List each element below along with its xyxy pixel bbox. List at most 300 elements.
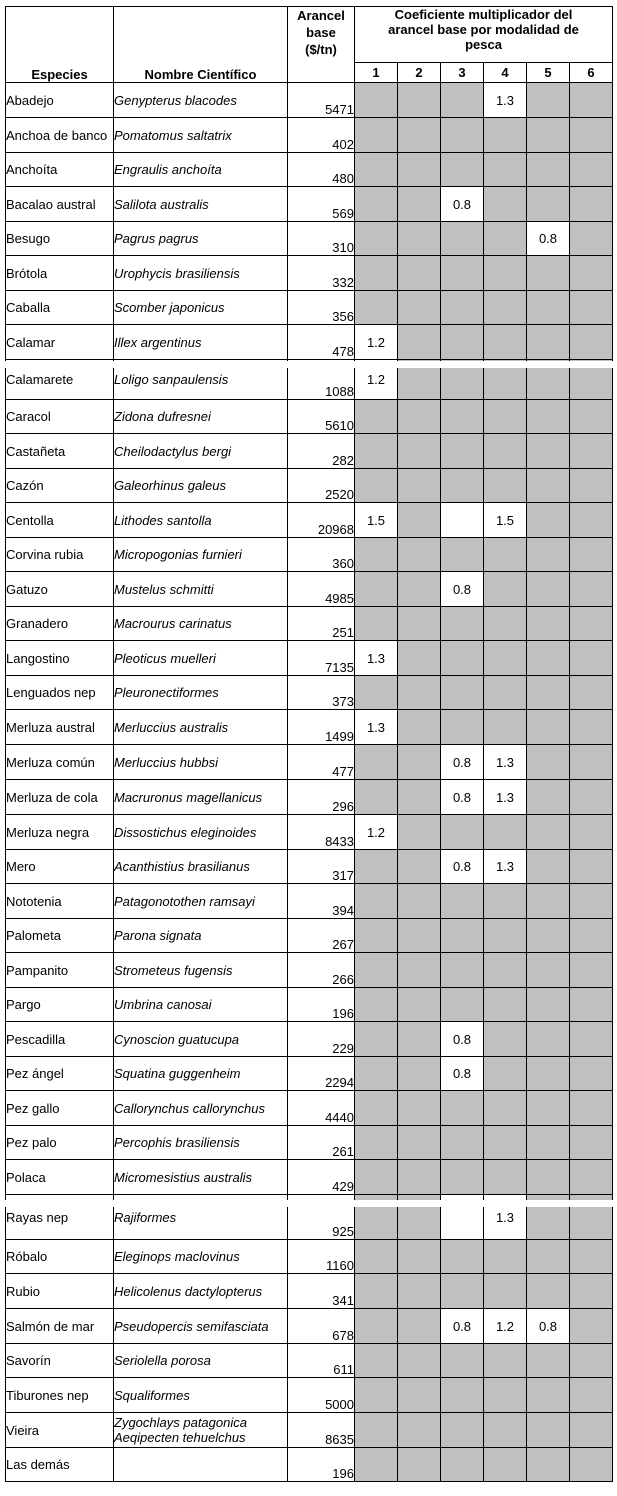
header-modalidad-5: 5	[527, 63, 570, 83]
coef-modalidad-1: 1.3	[355, 710, 398, 745]
base-tariff: 402	[288, 118, 355, 153]
species-name: Gatuzo	[6, 572, 114, 607]
coef-modalidad-1	[355, 1378, 398, 1413]
table-row	[6, 1309, 613, 1344]
coef-modalidad-2	[398, 1126, 441, 1160]
coef-modalidad-3: 0.8	[441, 572, 484, 607]
coef-modalidad-2	[398, 1274, 441, 1309]
coef-modalidad-4	[484, 400, 527, 434]
species-name: Pez gallo	[6, 1091, 114, 1126]
coef-modalidad-6	[570, 572, 613, 607]
species-name: Anchoa de banco	[6, 118, 114, 153]
coef-modalidad-3	[441, 676, 484, 710]
coef-modalidad-6	[570, 607, 613, 641]
base-tariff: 925	[288, 1195, 355, 1240]
table-row	[6, 607, 613, 641]
coef-modalidad-4	[484, 607, 527, 641]
base-tariff: 569	[288, 187, 355, 222]
coef-modalidad-4: 1.3	[484, 780, 527, 815]
coef-modalidad-4	[484, 919, 527, 953]
coef-modalidad-2	[398, 953, 441, 988]
table-row	[6, 676, 613, 710]
species-name: Castañeta	[6, 434, 114, 469]
coef-modalidad-6	[570, 291, 613, 325]
coef-modalidad-4	[484, 1378, 527, 1413]
coef-modalidad-4	[484, 1160, 527, 1195]
scientific-name	[114, 1448, 288, 1482]
coef-modalidad-1	[355, 83, 398, 118]
coef-modalidad-6	[570, 503, 613, 538]
coef-modalidad-5	[527, 1160, 570, 1195]
coef-modalidad-5	[527, 153, 570, 187]
species-name: Merluza austral	[6, 710, 114, 745]
base-tariff: 282	[288, 434, 355, 469]
species-name: Calamar	[6, 325, 114, 360]
coef-modalidad-5: 0.8	[527, 222, 570, 256]
coef-modalidad-6	[570, 1413, 613, 1448]
coef-modalidad-1	[355, 572, 398, 607]
coef-modalidad-4	[484, 118, 527, 153]
base-tariff: 360	[288, 538, 355, 572]
header-arancel-base	[288, 7, 355, 83]
header-arancel-line1: Arancel	[297, 8, 345, 23]
coef-modalidad-4: 1.2	[484, 1309, 527, 1344]
species-name: Corvina rubia	[6, 538, 114, 572]
scientific-name: Pleuronectiformes	[114, 676, 288, 710]
species-name: Abadejo	[6, 83, 114, 118]
base-tariff: 8433	[288, 815, 355, 850]
species-name: Pez palo	[6, 1126, 114, 1160]
scientific-name: Rajiformes	[114, 1195, 288, 1240]
header-arancel-line2: base	[306, 25, 336, 40]
coef-modalidad-5	[527, 1274, 570, 1309]
coef-modalidad-5	[527, 1240, 570, 1274]
coef-modalidad-5	[527, 884, 570, 919]
coef-modalidad-3	[441, 153, 484, 187]
coef-modalidad-5	[527, 400, 570, 434]
base-tariff: 373	[288, 676, 355, 710]
coef-modalidad-4	[484, 538, 527, 572]
coef-modalidad-5	[527, 1413, 570, 1448]
coef-modalidad-5	[527, 815, 570, 850]
coef-modalidad-3	[441, 256, 484, 291]
coef-modalidad-4	[484, 815, 527, 850]
coef-modalidad-6	[570, 780, 613, 815]
coef-modalidad-2	[398, 919, 441, 953]
species-name: Caballa	[6, 291, 114, 325]
coef-modalidad-1	[355, 1091, 398, 1126]
coef-modalidad-5	[527, 256, 570, 291]
coef-modalidad-1	[355, 291, 398, 325]
species-name: Pampanito	[6, 953, 114, 988]
coef-modalidad-1	[355, 1160, 398, 1195]
table-row	[6, 83, 613, 118]
coef-modalidad-6	[570, 676, 613, 710]
base-tariff: 251	[288, 607, 355, 641]
coef-modalidad-1	[355, 187, 398, 222]
coef-modalidad-1	[355, 953, 398, 988]
coef-modalidad-5	[527, 1057, 570, 1091]
coef-modalidad-2	[398, 291, 441, 325]
scientific-name: Seriolella porosa	[114, 1344, 288, 1378]
coef-modalidad-3	[441, 1274, 484, 1309]
species-name: Bacalao austral	[6, 187, 114, 222]
table-row	[6, 325, 613, 360]
table-row	[6, 745, 613, 780]
header-modalidad-3: 3	[441, 63, 484, 83]
coef-modalidad-5	[527, 503, 570, 538]
coef-modalidad-4	[484, 710, 527, 745]
scientific-name: Salilota australis	[114, 187, 288, 222]
species-name: Vieira	[6, 1413, 114, 1448]
coef-modalidad-2	[398, 572, 441, 607]
base-tariff: 317	[288, 850, 355, 884]
coef-modalidad-3	[441, 607, 484, 641]
coef-modalidad-3	[441, 1240, 484, 1274]
coef-modalidad-4: 1.3	[484, 850, 527, 884]
coef-modalidad-3	[441, 1091, 484, 1126]
coef-modalidad-4	[484, 256, 527, 291]
coef-modalidad-1	[355, 988, 398, 1022]
coef-modalidad-3: 0.8	[441, 780, 484, 815]
table-row	[6, 1274, 613, 1309]
base-tariff: 477	[288, 745, 355, 780]
coef-modalidad-1	[355, 676, 398, 710]
coef-modalidad-2	[398, 676, 441, 710]
species-name: Lenguados nep	[6, 676, 114, 710]
coef-modalidad-3	[441, 1448, 484, 1482]
species-name: Pargo	[6, 988, 114, 1022]
coef-modalidad-5: 0.8	[527, 1309, 570, 1344]
base-tariff: 429	[288, 1160, 355, 1195]
coef-modalidad-3: 0.8	[441, 745, 484, 780]
coef-modalidad-5	[527, 187, 570, 222]
coef-modalidad-3	[441, 1413, 484, 1448]
base-tariff: 611	[288, 1344, 355, 1378]
coef-modalidad-5	[527, 1091, 570, 1126]
species-name: Langostino	[6, 641, 114, 676]
coef-modalidad-1: 1.2	[355, 815, 398, 850]
base-tariff: 2294	[288, 1057, 355, 1091]
scientific-name: Macruronus magellanicus	[114, 780, 288, 815]
coef-modalidad-4	[484, 291, 527, 325]
coef-modalidad-1	[355, 469, 398, 503]
base-tariff: 480	[288, 153, 355, 187]
table-row	[6, 919, 613, 953]
coef-modalidad-5	[527, 745, 570, 780]
coef-modalidad-6	[570, 187, 613, 222]
base-tariff: 7135	[288, 641, 355, 676]
table-row	[6, 469, 613, 503]
coef-modalidad-4	[484, 1413, 527, 1448]
coef-modalidad-5	[527, 850, 570, 884]
coef-modalidad-4: 1.3	[484, 1195, 527, 1240]
coef-modalidad-6	[570, 1344, 613, 1378]
coef-modalidad-6	[570, 641, 613, 676]
coef-modalidad-2	[398, 884, 441, 919]
coef-modalidad-1	[355, 607, 398, 641]
coef-modalidad-2	[398, 118, 441, 153]
table-row	[6, 187, 613, 222]
coef-modalidad-5	[527, 291, 570, 325]
coef-modalidad-5	[527, 83, 570, 118]
coef-modalidad-3: 0.8	[441, 850, 484, 884]
coef-modalidad-3	[441, 83, 484, 118]
coef-modalidad-6	[570, 710, 613, 745]
table-row	[6, 400, 613, 434]
coef-modalidad-2	[398, 83, 441, 118]
coef-modalidad-2	[398, 1448, 441, 1482]
header-coef-line2: arancel base por modalidad de	[388, 22, 579, 37]
coef-modalidad-4	[484, 988, 527, 1022]
coef-modalidad-5	[527, 1448, 570, 1482]
coef-modalidad-2	[398, 503, 441, 538]
species-name: Brótola	[6, 256, 114, 291]
coef-modalidad-1	[355, 1240, 398, 1274]
coef-modalidad-3	[441, 815, 484, 850]
base-tariff: 8635	[288, 1413, 355, 1448]
base-tariff: 267	[288, 919, 355, 953]
coef-modalidad-4	[484, 434, 527, 469]
species-name: Savorín	[6, 1344, 114, 1378]
coef-modalidad-6	[570, 153, 613, 187]
coef-modalidad-2	[398, 469, 441, 503]
coef-modalidad-1	[355, 400, 398, 434]
coef-modalidad-5	[527, 325, 570, 360]
species-name: Rubio	[6, 1274, 114, 1309]
scientific-name: Micromesistius australis	[114, 1160, 288, 1195]
coef-modalidad-6	[570, 1057, 613, 1091]
base-tariff: 4985	[288, 572, 355, 607]
coef-modalidad-1: 1.5	[355, 503, 398, 538]
coef-modalidad-2	[398, 745, 441, 780]
header-modalidad-4: 4	[484, 63, 527, 83]
coef-modalidad-3	[441, 1378, 484, 1413]
coef-modalidad-6	[570, 1448, 613, 1482]
scientific-name: Cynoscion guatucupa	[114, 1022, 288, 1057]
coef-modalidad-5	[527, 1022, 570, 1057]
base-tariff: 341	[288, 1274, 355, 1309]
coef-modalidad-3: 0.8	[441, 1057, 484, 1091]
species-name: Calamarete	[6, 360, 114, 400]
coef-modalidad-1	[355, 1448, 398, 1482]
coef-modalidad-2	[398, 1378, 441, 1413]
scientific-name: Cheilodactylus bergi	[114, 434, 288, 469]
coef-modalidad-5	[527, 676, 570, 710]
coef-modalidad-6	[570, 400, 613, 434]
coef-modalidad-6	[570, 118, 613, 153]
coef-modalidad-3: 0.8	[441, 187, 484, 222]
scientific-name: Galeorhinus galeus	[114, 469, 288, 503]
base-tariff: 2520	[288, 469, 355, 503]
species-name: Róbalo	[6, 1240, 114, 1274]
coef-modalidad-6	[570, 1274, 613, 1309]
scientific-name: Parona signata	[114, 919, 288, 953]
coef-modalidad-6	[570, 256, 613, 291]
base-tariff: 229	[288, 1022, 355, 1057]
table-row	[6, 988, 613, 1022]
coef-modalidad-3: 0.8	[441, 1309, 484, 1344]
species-name: Merluza negra	[6, 815, 114, 850]
coef-modalidad-4: 1.3	[484, 83, 527, 118]
coef-modalidad-4	[484, 325, 527, 360]
scientific-name: Pagrus pagrus	[114, 222, 288, 256]
species-name: Caracol	[6, 400, 114, 434]
coef-modalidad-4: 1.5	[484, 503, 527, 538]
scientific-name: Zidona dufresnei	[114, 400, 288, 434]
coef-modalidad-6	[570, 1160, 613, 1195]
coef-modalidad-1	[355, 256, 398, 291]
coef-modalidad-2	[398, 222, 441, 256]
table-row	[6, 256, 613, 291]
coef-modalidad-2	[398, 153, 441, 187]
coef-modalidad-3	[441, 503, 484, 538]
table-row	[6, 222, 613, 256]
coef-modalidad-5	[527, 118, 570, 153]
coef-modalidad-6	[570, 1240, 613, 1274]
species-name: Granadero	[6, 607, 114, 641]
table-row	[6, 1240, 613, 1274]
coef-modalidad-2	[398, 780, 441, 815]
coef-modalidad-1	[355, 1413, 398, 1448]
base-tariff: 4440	[288, 1091, 355, 1126]
coef-modalidad-2	[398, 988, 441, 1022]
coef-modalidad-6	[570, 988, 613, 1022]
header-arancel-line3: ($/tn)	[305, 42, 337, 57]
coef-modalidad-2	[398, 607, 441, 641]
coef-modalidad-6	[570, 1378, 613, 1413]
coef-modalidad-4	[484, 469, 527, 503]
coef-modalidad-2	[398, 1057, 441, 1091]
coef-modalidad-6	[570, 919, 613, 953]
coef-modalidad-2	[398, 850, 441, 884]
scientific-name: Umbrina canosai	[114, 988, 288, 1022]
coef-modalidad-6	[570, 1309, 613, 1344]
coef-modalidad-2	[398, 815, 441, 850]
table-row	[6, 641, 613, 676]
species-name: Polaca	[6, 1160, 114, 1195]
table-row	[6, 710, 613, 745]
base-tariff: 20968	[288, 503, 355, 538]
coef-modalidad-6	[570, 83, 613, 118]
base-tariff: 332	[288, 256, 355, 291]
species-name: Pez ángel	[6, 1057, 114, 1091]
table-row	[6, 1022, 613, 1057]
coef-modalidad-6	[570, 850, 613, 884]
coef-modalidad-6	[570, 222, 613, 256]
coef-modalidad-2	[398, 1344, 441, 1378]
coef-modalidad-6	[570, 469, 613, 503]
scientific-name: Strometeus fugensis	[114, 953, 288, 988]
coef-modalidad-1: 1.2	[355, 360, 398, 400]
scientific-name: Acanthistius brasilianus	[114, 850, 288, 884]
coef-modalidad-3	[441, 988, 484, 1022]
base-tariff: 266	[288, 953, 355, 988]
coef-modalidad-4	[484, 676, 527, 710]
coef-modalidad-3	[441, 953, 484, 988]
coef-modalidad-5	[527, 710, 570, 745]
coef-modalidad-3	[441, 1344, 484, 1378]
table-row	[6, 153, 613, 187]
scientific-name: Micropogonias furnieri	[114, 538, 288, 572]
coef-modalidad-6	[570, 1022, 613, 1057]
coef-modalidad-4	[484, 641, 527, 676]
species-name: Mero	[6, 850, 114, 884]
coef-modalidad-1	[355, 745, 398, 780]
coef-modalidad-1	[355, 919, 398, 953]
coef-modalidad-3	[441, 1160, 484, 1195]
coef-modalidad-4	[484, 1057, 527, 1091]
header-coeficiente	[355, 7, 613, 63]
species-name: Tiburones nep	[6, 1378, 114, 1413]
coef-modalidad-1	[355, 1057, 398, 1091]
coef-modalidad-4	[484, 187, 527, 222]
coef-modalidad-5	[527, 434, 570, 469]
scientific-name: Engraulis anchoíta	[114, 153, 288, 187]
coef-modalidad-6	[570, 884, 613, 919]
coef-modalidad-6	[570, 745, 613, 780]
coef-modalidad-2	[398, 325, 441, 360]
coef-modalidad-1: 1.3	[355, 641, 398, 676]
coef-modalidad-4	[484, 953, 527, 988]
coef-modalidad-6	[570, 538, 613, 572]
coef-modalidad-4	[484, 1126, 527, 1160]
table-row	[6, 884, 613, 919]
species-name: Merluza común	[6, 745, 114, 780]
species-name: Cazón	[6, 469, 114, 503]
scientific-name: Patagonotothen ramsayi	[114, 884, 288, 919]
coef-modalidad-1	[355, 1344, 398, 1378]
header-modalidad-6: 6	[570, 63, 613, 83]
species-name: Anchoíta	[6, 153, 114, 187]
coef-modalidad-2	[398, 256, 441, 291]
species-name: Besugo	[6, 222, 114, 256]
scientific-name: Illex argentinus	[114, 325, 288, 360]
coef-modalidad-5	[527, 572, 570, 607]
coef-modalidad-3: 0.8	[441, 1022, 484, 1057]
species-name: Centolla	[6, 503, 114, 538]
scientific-name: Zygochlays patagonica Aeqipecten tehuelchus	[114, 1413, 288, 1448]
base-tariff: 196	[288, 1448, 355, 1482]
table-row	[6, 780, 613, 815]
base-tariff: 1160	[288, 1240, 355, 1274]
scientific-name: Squatina guggenheim	[114, 1057, 288, 1091]
coef-modalidad-5	[527, 1126, 570, 1160]
coef-modalidad-1	[355, 538, 398, 572]
table-row	[6, 1378, 613, 1413]
coef-modalidad-4	[484, 153, 527, 187]
scientific-name: Macrourus carinatus	[114, 607, 288, 641]
species-name: Salmón de mar	[6, 1309, 114, 1344]
base-tariff: 5000	[288, 1378, 355, 1413]
base-tariff: 5610	[288, 400, 355, 434]
scientific-name: Lithodes santolla	[114, 503, 288, 538]
table-row	[6, 850, 613, 884]
coef-modalidad-4	[484, 884, 527, 919]
coef-modalidad-3	[441, 118, 484, 153]
scientific-name: Genypterus blacodes	[114, 83, 288, 118]
coef-modalidad-3	[441, 434, 484, 469]
coef-modalidad-6	[570, 953, 613, 988]
coef-modalidad-1	[355, 153, 398, 187]
coef-modalidad-4	[484, 1448, 527, 1482]
table-row	[6, 1091, 613, 1126]
coef-modalidad-3	[441, 325, 484, 360]
header-coef-line3: pesca	[465, 37, 502, 52]
header-coef-line1: Coeficiente multiplicador del	[394, 7, 573, 22]
scientific-name: Loligo sanpaulensis	[114, 360, 288, 400]
coef-modalidad-5	[527, 607, 570, 641]
